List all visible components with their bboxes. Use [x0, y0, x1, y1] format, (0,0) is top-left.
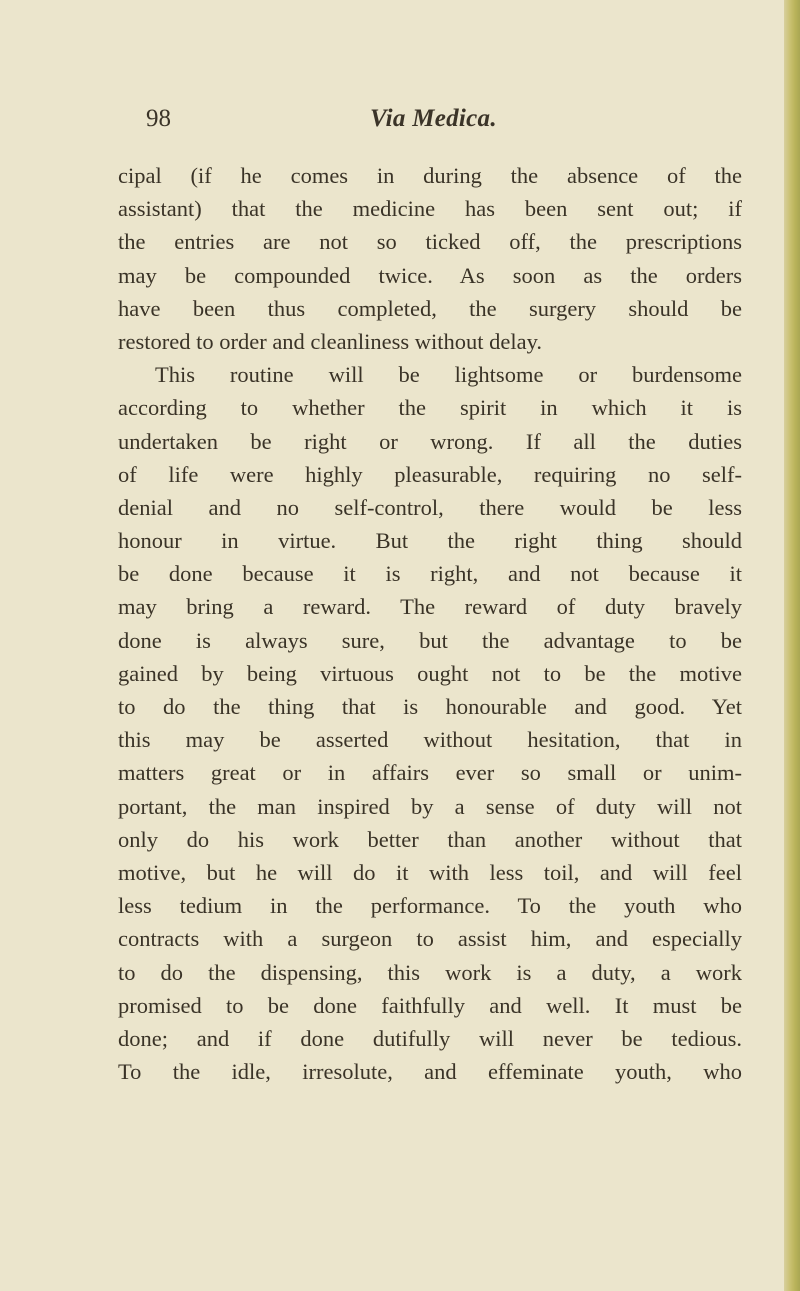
text-line: this may be asserted without hesitation, that in	[118, 727, 742, 753]
text-line: less tedium in the performance. To the youth who	[118, 893, 742, 919]
page-edge-shadow	[784, 0, 800, 1291]
text-line: matters great or in affairs ever so small or unim-	[118, 760, 742, 786]
text-line: contracts with a surgeon to assist him, and especially	[118, 926, 742, 952]
text-line: to do the dispensing, this work is a duty, a work	[118, 959, 742, 985]
text-line: portant, the man inspired by a sense of duty will not	[118, 793, 742, 819]
text-line: may be compounded twice. As soon as the orders	[118, 262, 742, 288]
text-line: the entries are not so ticked off, the prescriptions	[118, 229, 742, 255]
text-line: undertaken be right or wrong. If all the duties	[118, 428, 742, 454]
text-line: only do his work better than another without that	[118, 826, 742, 852]
text-line: to do the thing that is honourable and good. Yet	[118, 694, 742, 719]
text-line: may bring a reward. The reward of duty bravely	[118, 594, 742, 620]
text-line: assistant) that the medicine has been sent out; if	[118, 196, 742, 222]
running-title: Via Medica.	[370, 105, 497, 132]
text-line: To the idle, irresolute, and effeminate youth, who	[118, 1059, 742, 1085]
page-number: 98	[146, 105, 171, 132]
page-header	[146, 104, 730, 140]
text-line: according to whether the spirit in which it is	[118, 395, 742, 421]
body-text	[118, 159, 742, 1088]
text-line: have been thus completed, the surgery should be	[118, 295, 742, 321]
text-line: restored to order and cleanliness without delay.	[118, 328, 543, 354]
text-line: gained by being virtuous ought not to be the motive	[118, 660, 742, 686]
text-line: cipal (if he comes in during the absence of the	[118, 163, 742, 188]
text-line: of life were highly pleasurable, requiring no self-	[118, 461, 742, 487]
text-line: done is always sure, but the advantage to be	[118, 627, 742, 653]
text-line: honour in virtue. But the right thing should	[118, 528, 742, 554]
text-line: This routine will be lightsome or burdensome	[155, 362, 742, 388]
text-line: denial and no self-control, there would be less	[118, 494, 742, 520]
text-line: done; and if done dutifully will never be tedious.	[118, 1025, 742, 1051]
text-line: motive, but he will do it with less toil, and will feel	[118, 859, 742, 885]
text-line: be done because it is right, and not because it	[118, 561, 742, 587]
text-line: promised to be done faithfully and well. It must be	[118, 992, 742, 1018]
